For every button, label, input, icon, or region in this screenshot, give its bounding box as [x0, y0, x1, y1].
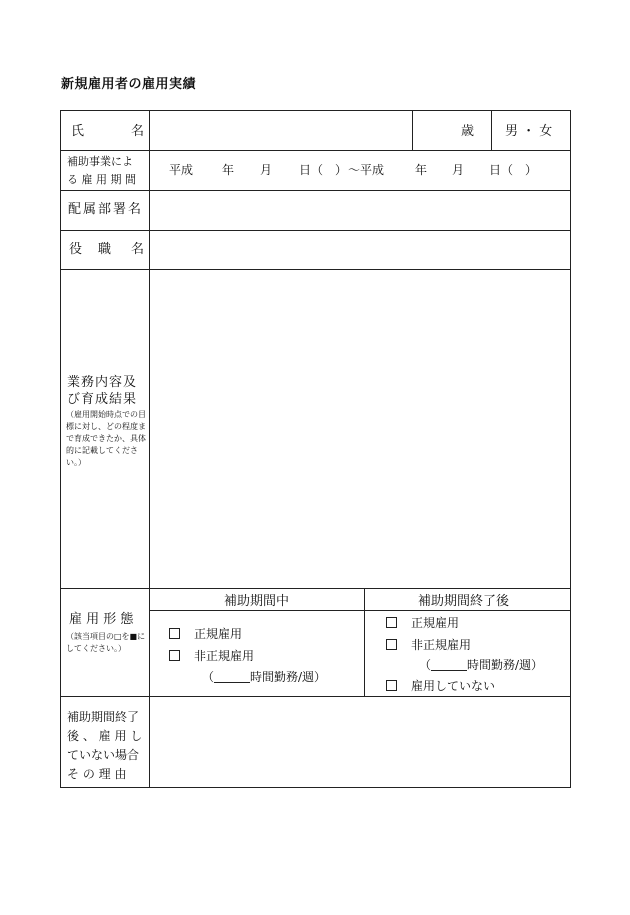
checkbox-icon[interactable] [386, 680, 397, 691]
name-label-first: 氏 [71, 124, 85, 139]
period-label-line2: る 雇 用 期 間 [67, 173, 136, 186]
employment-column-divider [364, 588, 365, 696]
department-input[interactable] [151, 192, 569, 229]
employment-subheader-divider [149, 610, 570, 611]
age-suffix: 歳 [461, 124, 475, 139]
period-tilde-era: ～平成 [348, 163, 385, 177]
checkbox-icon[interactable] [169, 650, 180, 661]
period-year-end: 年 [415, 163, 428, 177]
period-year: 年 [222, 163, 235, 177]
after-regular-option[interactable]: 正規雇用 [386, 617, 459, 629]
duties-note: （雇用開始時点での目標に対し、どの程度まで育成できたか、具体的に記載してください。） [66, 410, 146, 467]
after-hours-line: （ 時間勤務/週） [419, 658, 544, 672]
reason-input[interactable] [151, 698, 569, 786]
period-era-start: 平成 [169, 163, 194, 177]
after-not-employed-option[interactable]: 雇用していない [386, 680, 495, 692]
label-column-divider [149, 111, 150, 787]
reason-label-line1: 補助期間終了 [67, 710, 140, 724]
row-divider [61, 696, 570, 697]
gender-options[interactable]: 男 ・ 女 [505, 124, 553, 139]
after-hours-blank[interactable] [431, 660, 467, 671]
checkbox-icon[interactable] [169, 628, 180, 639]
during-hours-blank[interactable] [214, 672, 250, 683]
reason-label-line3: ていない場合 [67, 748, 140, 762]
department-label: 配属部署名 [68, 202, 144, 217]
name-label-second: 名 [131, 124, 145, 139]
row-divider [61, 588, 570, 589]
period-label-line1: 補助事業によ [67, 155, 133, 168]
duties-label-line1: 業務内容及 [67, 375, 138, 390]
checkbox-icon[interactable] [386, 639, 397, 650]
after-nonregular-option[interactable]: 非正規雇用 [386, 639, 471, 651]
during-period-header: 補助期間中 [224, 594, 290, 609]
period-month: 月 [260, 163, 273, 177]
position-input[interactable] [151, 232, 569, 268]
row-divider [61, 190, 570, 191]
reason-label-line4: そ の 理 由 [67, 767, 127, 781]
position-label-c: 名 [131, 242, 145, 257]
during-hours-line: （ 時間勤務/週） [202, 670, 327, 684]
document-title: 新規雇用者の雇用実績 [61, 77, 197, 92]
duties-input[interactable] [151, 271, 569, 587]
period-day: 日（ ） [299, 163, 348, 177]
name-input[interactable] [151, 112, 410, 149]
row-divider [61, 269, 570, 270]
during-nonregular-option[interactable]: 非正規雇用 [169, 650, 254, 662]
period-month-end: 月 [452, 163, 465, 177]
after-period-header: 補助期間終了後 [418, 594, 510, 609]
age-column-divider [412, 111, 413, 150]
employment-record-form [60, 110, 571, 788]
reason-label-line2: 後 、 雇 用 し [67, 729, 143, 743]
checkbox-icon[interactable] [386, 617, 397, 628]
position-label-a: 役 [69, 242, 83, 257]
duties-label-line2: び育成結果 [67, 392, 138, 407]
during-regular-option[interactable]: 正規雇用 [169, 628, 242, 640]
gender-column-divider [491, 111, 492, 150]
employment-type-note: （該当項目の□を■にしてください。） [66, 632, 146, 653]
row-divider [61, 230, 570, 231]
row-divider [61, 150, 570, 151]
period-day-end: 日（ ） [489, 163, 538, 177]
employment-type-label: 雇 用 形 態 [69, 612, 134, 627]
position-label-b: 職 [98, 242, 112, 257]
